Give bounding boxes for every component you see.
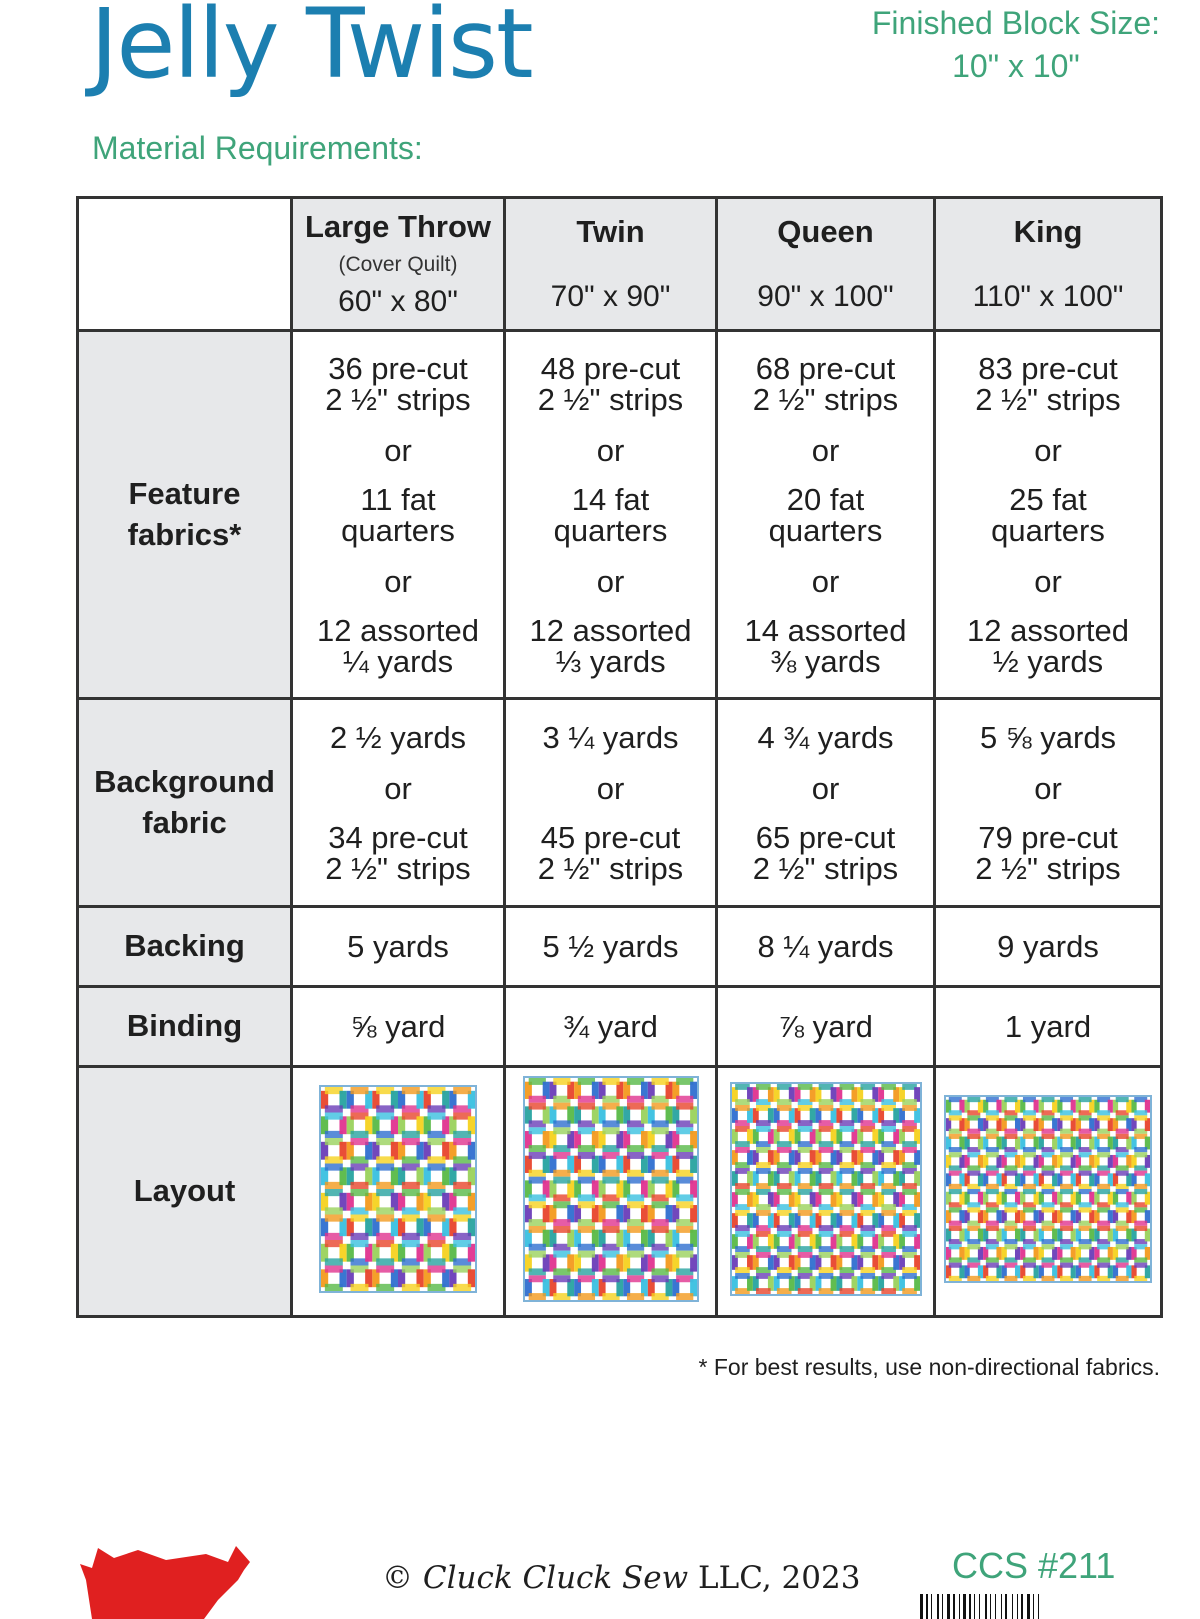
backing-cell-queen: 8 ¼ yards bbox=[717, 907, 935, 987]
cell-line: ¼ yards bbox=[342, 643, 454, 679]
or-separator: or bbox=[1034, 563, 1062, 599]
layout-row bbox=[78, 1067, 1162, 1317]
cell-line: quarters bbox=[341, 512, 455, 548]
or-separator: or bbox=[1034, 770, 1062, 806]
background-fabric-row bbox=[78, 699, 1162, 907]
row-label-line: fabric bbox=[142, 804, 227, 840]
cell-line: 2 ½" strips bbox=[325, 850, 471, 886]
cell-line: 45 pre-cut bbox=[540, 819, 681, 855]
column-dimensions: 90" x 100" bbox=[757, 280, 894, 313]
row-label-feature-fabrics bbox=[78, 331, 292, 699]
backing-cell-large-throw: 5 yards bbox=[292, 907, 505, 987]
hen-logo-icon bbox=[78, 1540, 258, 1619]
or-separator: or bbox=[596, 432, 625, 468]
feature-cell-twin bbox=[505, 331, 717, 699]
size-header-row bbox=[78, 198, 1162, 331]
or-separator: or bbox=[1034, 432, 1062, 468]
column-header-twin bbox=[505, 198, 717, 331]
cell-line: 4 ¾ yards bbox=[757, 719, 894, 755]
backing-row bbox=[78, 907, 1162, 987]
column-header-queen bbox=[717, 198, 935, 331]
binding-row bbox=[78, 987, 1162, 1067]
column-name: Large Throw bbox=[304, 209, 491, 244]
copyright-symbol: © bbox=[382, 1560, 413, 1596]
cell-line: 25 fat bbox=[1009, 481, 1087, 517]
quilt-layout-queen-image bbox=[730, 1082, 922, 1296]
cell-line: 65 pre-cut bbox=[755, 819, 896, 855]
backing-cell-king: 9 yards bbox=[935, 907, 1162, 987]
row-label-layout: Layout bbox=[78, 1067, 292, 1317]
binding-cell-queen: ⅞ yard bbox=[717, 987, 935, 1067]
layout-cell-queen bbox=[717, 1067, 935, 1317]
or-separator: or bbox=[811, 563, 840, 599]
feature-fabrics-row bbox=[78, 331, 1162, 699]
layout-cell-twin bbox=[505, 1067, 717, 1317]
corner-cell bbox=[78, 198, 292, 331]
pattern-title: Jelly Twist bbox=[90, 0, 532, 100]
backing-cell-twin: 5 ½ yards bbox=[505, 907, 717, 987]
cell-line: quarters bbox=[991, 512, 1105, 548]
column-name: Twin bbox=[576, 214, 645, 249]
column-name: Queen bbox=[777, 214, 874, 249]
cell-line: 68 pre-cut bbox=[755, 350, 896, 386]
quilt-layout-twin-image bbox=[523, 1076, 699, 1302]
cell-line: 34 pre-cut bbox=[328, 819, 468, 855]
quilt-layout-large-throw-image bbox=[319, 1085, 477, 1293]
row-label-line: fabrics* bbox=[127, 516, 242, 552]
cell-line: 12 assorted bbox=[967, 612, 1129, 648]
cell-line: 2 ½" strips bbox=[537, 850, 684, 886]
feature-cell-queen bbox=[717, 331, 935, 699]
cell-line: 79 pre-cut bbox=[978, 819, 1118, 855]
cell-line: ⅓ yards bbox=[555, 643, 666, 679]
barcode-icon bbox=[920, 1594, 1140, 1619]
brand-name: Cluck Cluck Sew bbox=[422, 1560, 689, 1596]
column-name: King bbox=[1013, 214, 1083, 249]
column-header-large-throw bbox=[292, 198, 505, 331]
cell-line: quarters bbox=[553, 512, 668, 548]
column-dimensions: 70" x 90" bbox=[550, 280, 671, 313]
company-suffix: LLC, 2023 bbox=[698, 1560, 861, 1596]
cell-line: 2 ½" strips bbox=[537, 381, 684, 417]
cell-line: 14 assorted bbox=[744, 612, 907, 648]
or-separator: or bbox=[811, 432, 840, 468]
row-label-line: Feature bbox=[128, 476, 241, 512]
copyright-line bbox=[382, 1560, 860, 1596]
layout-cell-large-throw bbox=[292, 1067, 505, 1317]
cell-line: 14 fat bbox=[571, 481, 650, 517]
row-label-line: Background bbox=[94, 764, 275, 800]
binding-cell-twin: ¾ yard bbox=[505, 987, 717, 1067]
or-separator: or bbox=[596, 770, 625, 806]
cell-line: 48 pre-cut bbox=[540, 350, 681, 386]
cell-line: 83 pre-cut bbox=[978, 350, 1118, 386]
background-cell-queen bbox=[717, 699, 935, 907]
footnote: * For best results, use non-directional fabrics. bbox=[698, 1354, 1160, 1380]
cell-line: 5 ⅝ yards bbox=[979, 719, 1117, 755]
or-separator: or bbox=[384, 432, 412, 468]
background-cell-king bbox=[935, 699, 1162, 907]
cell-line: 12 assorted bbox=[529, 612, 692, 648]
cell-line: 12 assorted bbox=[317, 612, 479, 648]
block-size-value: 10" x 10" bbox=[952, 48, 1080, 85]
cell-line: 2 ½" strips bbox=[752, 850, 899, 886]
material-requirements-heading: Material Requirements: bbox=[92, 130, 423, 166]
cell-line: 2 ½ yards bbox=[329, 719, 467, 755]
cell-line: 2 ½" strips bbox=[752, 381, 899, 417]
row-label-background-fabric bbox=[78, 699, 292, 907]
column-dimensions: 110" x 100" bbox=[972, 280, 1124, 313]
feature-cell-king bbox=[935, 331, 1162, 699]
or-separator: or bbox=[384, 563, 412, 599]
layout-cell-king bbox=[935, 1067, 1162, 1317]
background-cell-large-throw bbox=[292, 699, 505, 907]
or-separator: or bbox=[596, 563, 625, 599]
background-cell-twin bbox=[505, 699, 717, 907]
or-separator: or bbox=[811, 770, 840, 806]
material-requirements-table bbox=[76, 196, 1163, 1318]
row-label-backing: Backing bbox=[78, 907, 292, 987]
quilt-layout-king-image bbox=[944, 1095, 1152, 1283]
cell-line: 2 ½" strips bbox=[325, 381, 471, 417]
cell-line: 3 ¼ yards bbox=[542, 719, 679, 755]
cell-line: 2 ½" strips bbox=[975, 381, 1121, 417]
cell-line: ½ yards bbox=[992, 643, 1104, 679]
pattern-number: CCS #211 bbox=[952, 1545, 1116, 1586]
column-header-king bbox=[935, 198, 1162, 331]
binding-cell-king: 1 yard bbox=[935, 987, 1162, 1067]
cell-line: ⅜ yards bbox=[770, 643, 881, 679]
binding-cell-large-throw: ⅝ yard bbox=[292, 987, 505, 1067]
cell-line: 2 ½" strips bbox=[975, 850, 1121, 886]
cell-line: 20 fat bbox=[786, 481, 865, 517]
column-subtitle: (Cover Quilt) bbox=[338, 253, 458, 276]
cell-line: 36 pre-cut bbox=[328, 350, 468, 386]
cell-line: 11 fat bbox=[360, 481, 436, 517]
row-label-binding: Binding bbox=[78, 987, 292, 1067]
cell-line: quarters bbox=[768, 512, 883, 548]
or-separator: or bbox=[384, 770, 412, 806]
finished-block-size bbox=[872, 2, 1160, 88]
column-dimensions: 60" x 80" bbox=[338, 285, 458, 318]
block-size-label: Finished Block Size: bbox=[871, 5, 1160, 41]
feature-cell-large-throw bbox=[292, 331, 505, 699]
